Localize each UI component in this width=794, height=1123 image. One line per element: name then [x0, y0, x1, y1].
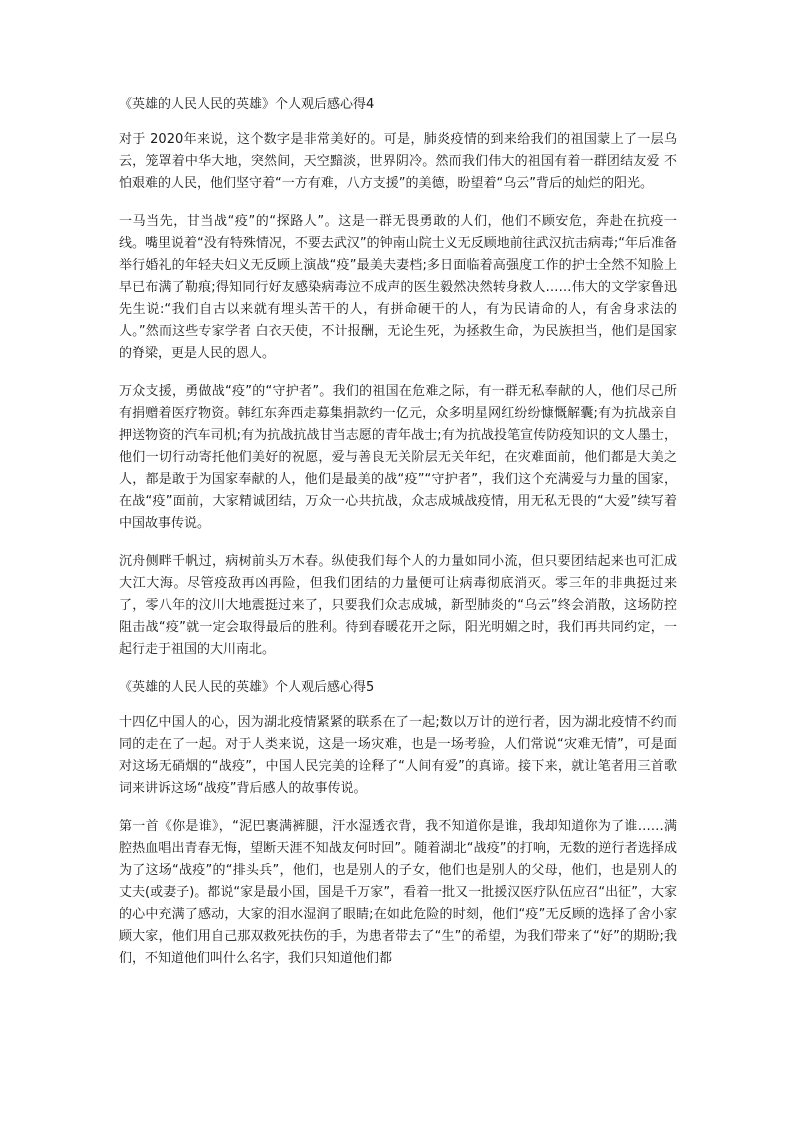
section-4-paragraph-4: 沉舟侧畔千帆过，病树前头万木春。纵使我们每个人的力量如同小流，但只要团结起来也可汇成大江大海。尽管疫敌再凶再险，但我们团结的力量便可让病毒彻底消灭。零三年的非典挺过来了，零八年的汶川大地震挺过来了，只要我们众志成城，新型肺炎的“乌云”终会消散，这场防控阻击战“疫”就一定会取得最后的胜利。待到春暖花开之际，阳光明媚之时，我们再共同约定，一起行走于祖国的大川南北。	[119, 554, 677, 657]
section-4-title: 《英雄的人民人民的英雄》个人观后感心得4	[119, 97, 375, 112]
section-4-paragraph-3: 万众支援，勇做战“疫”的“守护者”。我们的祖国在危难之际，有一群无私奉献的人，他们尽己所有捐赠着医疗物资。韩红东奔西走募集捐款约一亿元，众多明星网红纷纷慷慨解囊;有为抗战亲自押送物资的汽车司机;有为抗战抗战甘当志愿的青年战士;有为抗战投笔宣传防疫知识的文人墨士，他们一切行动寄托他们美好的祝愿，爱与善良无关阶层无关年纪，在灾难面前，他们都是大美之人，都是敢于为国家奉献的人，他们是最美的战“疫”“守护者”，我们这个充满爱与力量的国家，在战“疫”面前，大家精诚团结，万众一心共抗战，众志成城战疫情，用无私无畏的“大爱”续写着中国故事传说。	[119, 384, 677, 531]
section-4-paragraph-2: 一马当先，甘当战“疫”的“探路人”。这是一群无畏勇敢的人们，他们不顾安危，奔赴在抗疫一线。嘴里说着“没有特殊情况，不要去武汉”的钟南山院士义无反顾地前往武汉抗击病毒;“年后准备举行婚礼的年轻夫妇义无反顾上演战“疫”最美夫妻档;多日面临着高强度工作的护士全然不知脸上早已布满了勒痕;得知同行好友感染病毒泣不成声的医生毅然决然转身救人……伟大的文学家鲁迅先生说:“我们自古以来就有埋头苦干的人，有拼命硬干的人，有为民请命的人，有舍身求法的人。”然而这些专家学者 白衣天使，不计报酬，无论生死，为拯救生命，为民族担当，他们是国家的脊梁，更是人民的恩人。	[119, 214, 677, 361]
section-5-title: 《英雄的人民人民的英雄》个人观后感心得5	[119, 680, 375, 695]
document-page	[119, 94, 677, 970]
section-5-paragraph-2: 第一首《你是谁》，“泥巴裹满裤腿，汗水湿透衣背，我不知道你是谁，我却知道你为了谁……满腔热血唱出青春无悔，望断天涯不知战友何时回”。随着湖北“战疫”的打响，无数的逆行者选择成为了这场“战疫”的“排头兵”，他们，也是别人的子女，他们也是别人的父母，他们，也是别人的丈夫(或妻子)。都说“家是最小国，国是千万家”，看着一批又一批援汉医疗队伍应召“出征”，大家的心中充满了感动，大家的泪水湿润了眼睛;在如此危险的时刻，他们“疫”无反顾的选择了舍小家顾大家，他们用自己那双救死扶伤的手，为患者带去了“生”的希望，为我们带来了“好”的期盼;我们，不知道他们叫什么名字，我们只知道他们都	[119, 819, 677, 966]
section-4-paragraph-1: 对于 2020年来说，这个数字是非常美好的。可是，肺炎疫情的到来给我们的祖国蒙上了一层乌云，笼罩着中华大地，突然间，天空黯淡，世界阴冷。然而我们伟大的祖国有着一群团结友爱 不怕艰难的人民，他们坚守着“一方有难，八方支援”的美德，盼望着“乌云”背后的灿烂的阳光。	[119, 132, 677, 191]
section-5-paragraph-1: 十四亿中国人的心，因为湖北疫情紧紧的联系在了一起;数以万计的逆行者，因为湖北疫情不约而同的走在了一起。对于人类来说，这是一场灾难，也是一场考验，人们常说“灾难无情”，可是面对这场无硝烟的“战疫”，中国人民完美的诠释了“人间有爱”的真谛。接下来，就让笔者用三首歌词来讲诉这场“战疫”背后感人的故事传说。	[119, 715, 677, 796]
